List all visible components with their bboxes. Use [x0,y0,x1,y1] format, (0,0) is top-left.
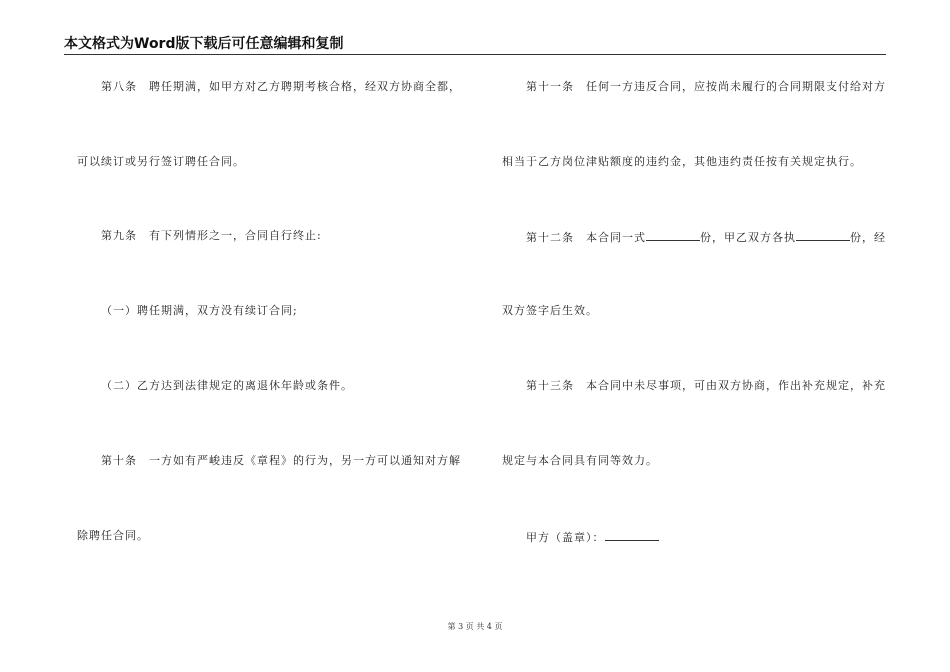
article-13-line-2: 规定与本合同具有同等效力。 [502,454,658,467]
article-9-item-2: （二）乙方达到法律规定的离退休年龄或条件。 [101,379,353,392]
article-12-line-2: 双方签字后生效。 [502,304,598,317]
article-13-line-1: 第十三条 本合同中未尽事项，可由双方协商，作出补充规定，补充 [526,379,886,392]
article-12-line-1 [526,229,886,245]
article-9-item-1: （一）聘任期满，双方没有续订合同; [101,304,298,317]
party-a-seal-blank[interactable] [605,529,659,541]
article-8-line-1: 第八条 聘任期满，如甲方对乙方聘期考核合格，经双方协商全都， [101,80,461,93]
article-9-line-1: 第九条 有下列情形之一，合同自行终止: [101,229,322,242]
header-title: 本文格式为Word版下载后可任意编辑和复制 [64,36,344,52]
party-a-label: 甲方（盖章）： [526,531,605,544]
article-11-line-1: 第十一条 任何一方违反合同，应按尚未履行的合同期限支付给对方 [526,80,886,93]
party-a-signature-line [526,529,659,545]
copies-each-blank[interactable] [796,229,850,241]
page-footer: 第 3 页 共 4 页 [447,622,503,631]
article-10-line-1: 第十条 一方如有严峻违反《章程》的行为，另一方可以通知对方解 [101,454,461,467]
article-12-part-3: 份，经 [850,231,886,244]
article-12-part-1: 第十二条 本合同一式 [526,231,646,244]
article-11-line-2: 相当于乙方岗位津贴额度的违约金，其他违约责任按有关规定执行。 [502,155,862,168]
copies-total-blank[interactable] [646,229,700,241]
article-8-line-2: 可以续订或另行签订聘任合同。 [77,155,245,168]
document-header [64,36,886,55]
article-12-part-2: 份，甲乙双方各执 [700,231,796,244]
article-10-line-2: 除聘任合同。 [77,529,149,542]
